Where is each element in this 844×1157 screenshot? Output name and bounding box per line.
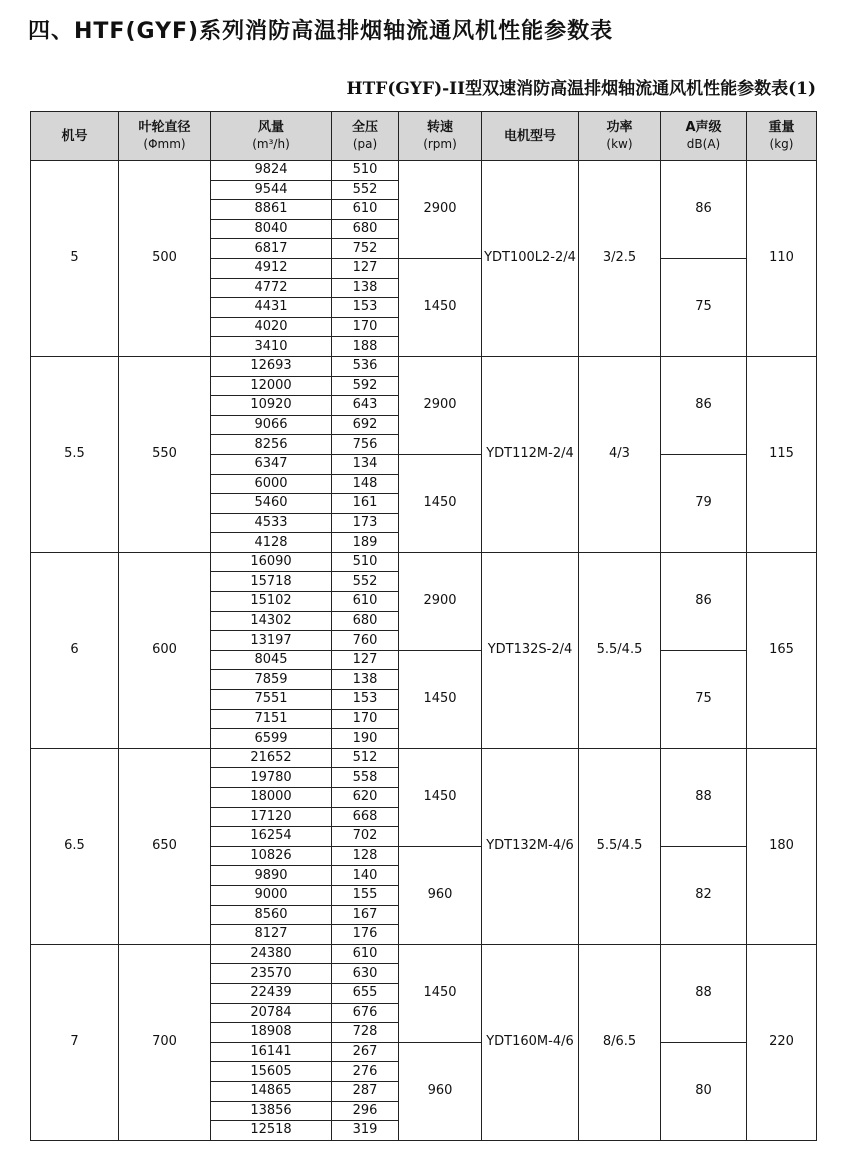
machine-no-cell: 7 [31,944,119,1140]
noise-level-cell: 86 [661,552,747,650]
column-header [747,112,817,161]
speed-cell: 960 [399,1042,482,1140]
air-flow-cell: 3410 [211,337,332,357]
air-flow-cell: 16090 [211,552,332,572]
air-flow-cell: 18908 [211,1023,332,1043]
pressure-cell: 692 [332,415,399,435]
pressure-cell: 161 [332,494,399,514]
weight-cell: 115 [747,356,817,552]
air-flow-cell: 20784 [211,1003,332,1023]
pressure-cell: 592 [332,376,399,396]
air-flow-cell: 4772 [211,278,332,298]
air-flow-cell: 13856 [211,1101,332,1121]
pressure-cell: 127 [332,258,399,278]
air-flow-cell: 9000 [211,885,332,905]
pressure-cell: 558 [332,768,399,788]
performance-table [30,111,817,1141]
column-header [332,112,399,161]
pressure-cell: 140 [332,866,399,886]
air-flow-cell: 8861 [211,200,332,220]
speed-cell: 960 [399,846,482,944]
power-cell: 5.5/4.5 [579,552,661,748]
impeller-diameter-cell: 600 [119,552,211,748]
column-header [579,112,661,161]
air-flow-cell: 18000 [211,788,332,808]
pressure-cell: 610 [332,200,399,220]
machine-no-cell: 5.5 [31,356,119,552]
column-header-name: 机号 [61,128,88,144]
table-title: HTF(GYF)-II型双速消防高温排烟轴流通风机性能参数表(1) [346,79,816,99]
air-flow-cell: 14865 [211,1081,332,1101]
pressure-cell: 127 [332,650,399,670]
air-flow-cell: 14302 [211,611,332,631]
air-flow-cell: 9544 [211,180,332,200]
pressure-cell: 153 [332,690,399,710]
air-flow-cell: 8040 [211,219,332,239]
column-header [211,112,332,161]
air-flow-cell: 23570 [211,964,332,984]
pressure-cell: 134 [332,454,399,474]
pressure-cell: 552 [332,572,399,592]
machine-no-cell: 5 [31,161,119,357]
pressure-cell: 552 [332,180,399,200]
air-flow-cell: 4128 [211,533,332,553]
column-header-name: 电机型号 [503,128,556,144]
pressure-cell: 510 [332,161,399,181]
air-flow-cell: 22439 [211,983,332,1003]
pressure-cell: 170 [332,709,399,729]
pressure-cell: 760 [332,631,399,651]
motor-model-cell: YDT132M-4/6 [482,748,579,944]
impeller-diameter-cell: 550 [119,356,211,552]
air-flow-cell: 6817 [211,239,332,259]
column-header-unit: (Φmm) [143,137,186,151]
pressure-cell: 510 [332,552,399,572]
air-flow-cell: 9066 [211,415,332,435]
pressure-cell: 287 [332,1081,399,1101]
table-header [31,112,817,161]
air-flow-cell: 8045 [211,650,332,670]
air-flow-cell: 12000 [211,376,332,396]
air-flow-cell: 5460 [211,494,332,514]
impeller-diameter-cell: 700 [119,944,211,1140]
noise-level-cell: 88 [661,944,747,1042]
column-header-name: 风量 [257,120,284,135]
column-header-name: 全压 [351,120,378,135]
air-flow-cell: 12693 [211,356,332,376]
column-header-unit: (m³/h) [252,137,290,151]
air-flow-cell: 16141 [211,1042,332,1062]
table-row [31,748,817,768]
power-cell: 3/2.5 [579,161,661,357]
pressure-cell: 128 [332,846,399,866]
section-title: 四、HTF(GYF)系列消防高温排烟轴流通风机性能参数表 [28,19,614,44]
pressure-cell: 756 [332,435,399,455]
column-header [482,112,579,161]
pressure-cell: 702 [332,827,399,847]
speed-cell: 1450 [399,748,482,846]
pressure-cell: 620 [332,788,399,808]
pressure-cell: 610 [332,944,399,964]
pressure-cell: 655 [332,983,399,1003]
speed-cell: 2900 [399,161,482,259]
column-header [119,112,211,161]
column-header-name: 功率 [606,120,633,135]
column-header-unit: (kw) [606,137,633,151]
air-flow-cell: 7551 [211,690,332,710]
motor-model-cell: YDT160M-4/6 [482,944,579,1140]
pressure-cell: 610 [332,592,399,612]
pressure-cell: 643 [332,396,399,416]
air-flow-cell: 13197 [211,631,332,651]
air-flow-cell: 4020 [211,317,332,337]
speed-cell: 1450 [399,944,482,1042]
air-flow-cell: 15605 [211,1062,332,1082]
pressure-cell: 170 [332,317,399,337]
air-flow-cell: 8127 [211,925,332,945]
pressure-cell: 155 [332,885,399,905]
air-flow-cell: 9890 [211,866,332,886]
air-flow-cell: 7151 [211,709,332,729]
pressure-cell: 138 [332,278,399,298]
pressure-cell: 512 [332,748,399,768]
pressure-cell: 276 [332,1062,399,1082]
air-flow-cell: 4912 [211,258,332,278]
noise-level-cell: 75 [661,650,747,748]
noise-level-cell: 80 [661,1042,747,1140]
air-flow-cell: 15718 [211,572,332,592]
pressure-cell: 176 [332,925,399,945]
machine-no-cell: 6.5 [31,748,119,944]
table-row [31,944,817,964]
column-header-unit: (rpm) [423,137,457,151]
column-header-unit: (pa) [352,137,378,151]
pressure-cell: 752 [332,239,399,259]
column-header-unit: dB(A) [686,137,721,151]
weight-cell: 180 [747,748,817,944]
pressure-cell: 267 [332,1042,399,1062]
pressure-cell: 676 [332,1003,399,1023]
speed-cell: 2900 [399,552,482,650]
machine-no-cell: 6 [31,552,119,748]
noise-level-cell: 86 [661,356,747,454]
weight-cell: 110 [747,161,817,357]
motor-model-cell: YDT100L2-2/4 [482,161,579,357]
pressure-cell: 153 [332,298,399,318]
pressure-cell: 296 [332,1101,399,1121]
speed-cell: 1450 [399,454,482,552]
table-row [31,552,817,572]
pressure-cell: 189 [332,533,399,553]
noise-level-cell: 75 [661,258,747,356]
noise-level-cell: 88 [661,748,747,846]
pressure-cell: 173 [332,513,399,533]
weight-cell: 220 [747,944,817,1140]
air-flow-cell: 16254 [211,827,332,847]
power-cell: 8/6.5 [579,944,661,1140]
pressure-cell: 319 [332,1121,399,1141]
speed-cell: 1450 [399,650,482,748]
air-flow-cell: 6347 [211,454,332,474]
air-flow-cell: 4431 [211,298,332,318]
pressure-cell: 148 [332,474,399,494]
pressure-cell: 668 [332,807,399,827]
pressure-cell: 138 [332,670,399,690]
air-flow-cell: 10826 [211,846,332,866]
pressure-cell: 536 [332,356,399,376]
air-flow-cell: 10920 [211,396,332,416]
table-row [31,356,817,376]
column-header-unit: (kg) [769,137,794,151]
table-row [31,161,817,181]
column-header-name: A声级 [685,120,722,135]
air-flow-cell: 8560 [211,905,332,925]
impeller-diameter-cell: 500 [119,161,211,357]
pressure-cell: 188 [332,337,399,357]
column-header [31,112,119,161]
table-body [31,161,817,1141]
air-flow-cell: 24380 [211,944,332,964]
air-flow-cell: 6000 [211,474,332,494]
air-flow-cell: 7859 [211,670,332,690]
air-flow-cell: 4533 [211,513,332,533]
speed-cell: 2900 [399,356,482,454]
column-header-name: 重量 [768,120,795,135]
header-row [31,112,817,161]
noise-level-cell: 86 [661,161,747,259]
air-flow-cell: 6599 [211,729,332,749]
pressure-cell: 190 [332,729,399,749]
power-cell: 5.5/4.5 [579,748,661,944]
speed-cell: 1450 [399,258,482,356]
weight-cell: 165 [747,552,817,748]
pressure-cell: 680 [332,611,399,631]
noise-level-cell: 79 [661,454,747,552]
air-flow-cell: 8256 [211,435,332,455]
air-flow-cell: 9824 [211,161,332,181]
pressure-cell: 728 [332,1023,399,1043]
air-flow-cell: 15102 [211,592,332,612]
impeller-diameter-cell: 650 [119,748,211,944]
air-flow-cell: 21652 [211,748,332,768]
noise-level-cell: 82 [661,846,747,944]
column-header-name: 叶轮直径 [138,120,191,135]
pressure-cell: 630 [332,964,399,984]
pressure-cell: 167 [332,905,399,925]
motor-model-cell: YDT112M-2/4 [482,356,579,552]
air-flow-cell: 19780 [211,768,332,788]
air-flow-cell: 17120 [211,807,332,827]
column-header [399,112,482,161]
column-header-name: 转速 [426,120,453,135]
air-flow-cell: 12518 [211,1121,332,1141]
power-cell: 4/3 [579,356,661,552]
column-header [661,112,747,161]
pressure-cell: 680 [332,219,399,239]
motor-model-cell: YDT132S-2/4 [482,552,579,748]
